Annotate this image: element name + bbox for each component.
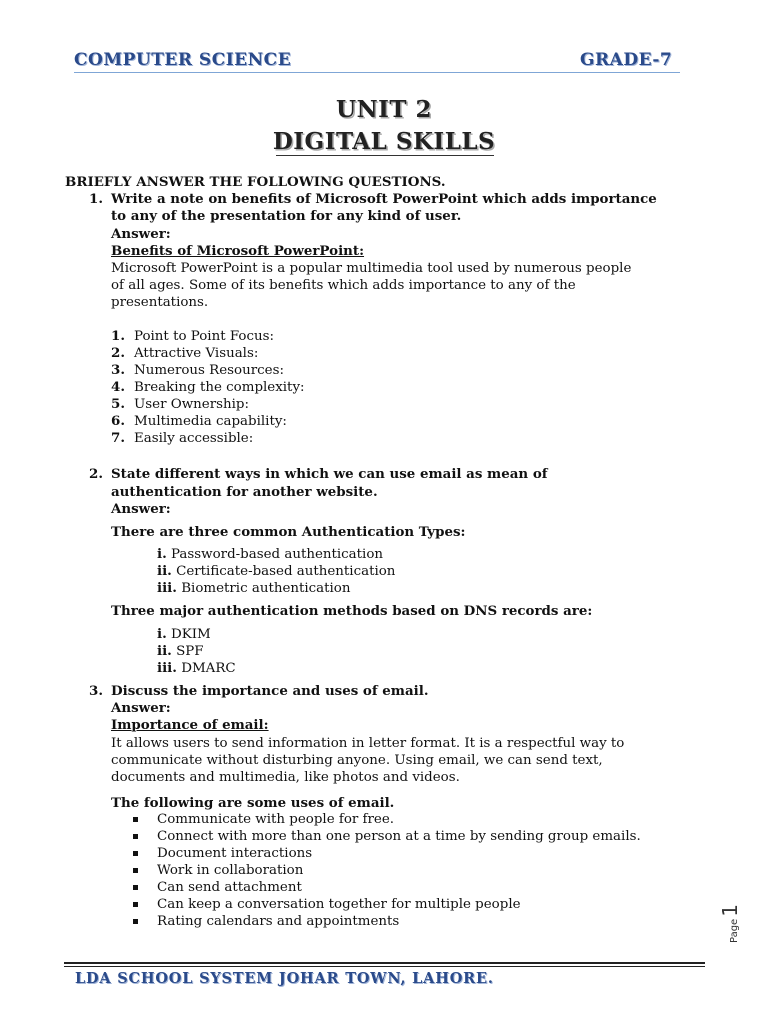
q3-answer-label: Answer:	[111, 700, 171, 716]
q3-para-line1: It allows users to send information in letter format. It is a respectful way to	[111, 736, 625, 751]
item-number: 7.	[111, 430, 125, 446]
list-item	[157, 546, 383, 563]
list-item: Can keep a conversation together for multiple people	[157, 897, 521, 912]
list-item	[157, 580, 351, 597]
item-number: 2.	[111, 345, 125, 361]
header-rule	[74, 72, 680, 73]
q2-number: 2.	[89, 466, 103, 482]
bullet-icon	[133, 885, 138, 890]
item-text: Breaking the complexity:	[134, 380, 305, 395]
topic-title: DIGITAL SKILLS	[272, 128, 496, 155]
item-number: ii.	[157, 643, 172, 659]
item-number: 1.	[111, 328, 125, 344]
q2-line1: State different ways in which we can use email as mean of	[111, 466, 548, 482]
q3-uses-heading: The following are some uses of email.	[111, 795, 395, 811]
grade-header: GRADE-7	[580, 50, 673, 70]
q3-para-line3: documents and multimedia, like photos and videos.	[111, 770, 460, 785]
q1-number: 1.	[89, 191, 103, 207]
bullet-icon	[133, 919, 138, 924]
item-text: Attractive Visuals:	[134, 346, 259, 361]
list-item	[111, 396, 249, 413]
list-item	[111, 345, 258, 362]
footer-rule-thin	[64, 966, 705, 967]
item-number: ii.	[157, 563, 172, 579]
q2-line2: authentication for another website.	[111, 484, 378, 500]
q3-heading: Importance of email:	[111, 717, 269, 733]
item-text: Password-based authentication	[171, 547, 384, 562]
bullet-icon	[133, 834, 138, 839]
item-text: Multimedia capability:	[134, 414, 287, 429]
page-num: 1	[718, 904, 742, 917]
q2-answer-label: Answer:	[111, 501, 171, 517]
list-item	[157, 563, 395, 580]
item-number: 3.	[111, 362, 125, 378]
item-number: 6.	[111, 413, 125, 429]
subject-header: COMPUTER SCIENCE	[74, 50, 292, 70]
unit-title: UNIT 2	[336, 96, 432, 123]
item-text: Easily accessible:	[134, 431, 254, 446]
q1-para-line2: of all ages. Some of its benefits which adds importance to any of the	[111, 278, 576, 293]
item-text: Point to Point Focus:	[134, 329, 274, 344]
q2-dns-heading: Three major authentication methods based on DNS records are:	[111, 603, 593, 619]
list-item: Document interactions	[157, 846, 313, 861]
item-text: SPF	[176, 644, 204, 659]
list-item	[157, 626, 211, 643]
list-item	[111, 413, 287, 430]
list-item	[111, 362, 284, 379]
list-item	[111, 379, 305, 396]
bullet-icon	[133, 817, 138, 822]
bullet-icon	[133, 902, 138, 907]
bullet-icon	[133, 851, 138, 856]
list-item	[157, 660, 236, 677]
q2-types-heading: There are three common Authentication Types:	[111, 524, 466, 540]
list-item: Connect with more than one person at a time by sending group emails.	[157, 829, 641, 844]
footer-school: LDA SCHOOL SYSTEM JOHAR TOWN, LAHORE.	[75, 970, 494, 987]
q1-para-line1: Microsoft PowerPoint is a popular multimedia tool used by numerous people	[111, 261, 632, 276]
item-number: 4.	[111, 379, 125, 395]
item-number: iii.	[157, 660, 177, 676]
footer-rule	[64, 962, 705, 964]
q1-para-line3: presentations.	[111, 295, 209, 310]
page-number	[718, 905, 758, 945]
item-text: DMARC	[181, 661, 236, 676]
q1-answer-label: Answer:	[111, 226, 171, 242]
list-item	[157, 643, 204, 660]
q1-line1: Write a note on benefits of Microsoft PowerPoint which adds importance	[111, 191, 657, 207]
list-item	[111, 430, 253, 447]
item-text: Numerous Resources:	[134, 363, 284, 378]
q3-para-line2: communicate without disturbing anyone. Using email, we can send text,	[111, 753, 603, 768]
instruction: BRIEFLY ANSWER THE FOLLOWING QUESTIONS.	[65, 174, 446, 190]
item-text: DKIM	[171, 627, 211, 642]
item-text: Biometric authentication	[181, 581, 351, 596]
item-number: i.	[157, 546, 167, 562]
topic-underline	[276, 155, 494, 156]
list-item: Rating calendars and appointments	[157, 914, 400, 929]
item-text: User Ownership:	[134, 397, 249, 412]
item-number: 5.	[111, 396, 125, 412]
item-number: iii.	[157, 580, 177, 596]
page-label-group	[718, 904, 742, 943]
bullet-icon	[133, 868, 138, 873]
q3-number: 3.	[89, 683, 103, 699]
item-number: i.	[157, 626, 167, 642]
q3-line1: Discuss the importance and uses of email.	[111, 683, 429, 699]
list-item	[111, 328, 274, 345]
q1-line2: to any of the presentation for any kind of user.	[111, 208, 462, 224]
list-item: Work in collaboration	[157, 863, 304, 878]
list-item: Communicate with people for free.	[157, 812, 395, 827]
page-label: Page	[729, 918, 740, 943]
list-item: Can send attachment	[157, 880, 302, 895]
q1-heading: Benefits of Microsoft PowerPoint:	[111, 243, 365, 259]
item-text: Certificate-based authentication	[176, 564, 396, 579]
